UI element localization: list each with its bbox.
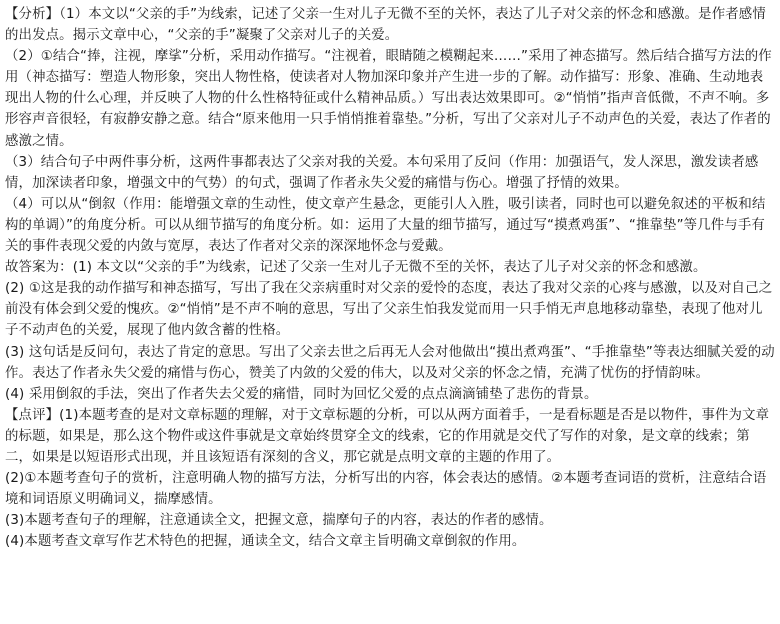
answer-part-2: (2) ①这是我的动作描写和神态描写，写出了我在父亲病重时对父亲的爱怜的态度，表达了我对父亲的心疼与感激，以及对自己之前没有体会到父爱的愧疚。②“悄悄”是不声不响的意思，写出了父亲生怕我发觉而用一只手悄无声息地移动靠垫，表现了他对儿子不动声色的关爱，展现了他内敛含蓄的性格。 xyxy=(5,281,773,339)
analysis-part-4: （4）可以从“倒叙（作用：能增强文章的生动性，使文章产生悬念，更能引人入胜，吸引读者，同时也可以避免叙述的平板和结构的单调）”的角度分析。可以从细节描写的角度分析。如：运用了大量的细节描写，通过写“摸煮鸡蛋”、“推靠垫”等几件与手有关的事件表现父爱的内敛与宽厚，表达了作者对父亲的深深地怀念与爱戴。 xyxy=(5,196,766,255)
comment-part-3: (3)本题考查句子的理解，注意通读全文，把握文意，揣摩句子的内容，表达的作者的感情。 xyxy=(5,513,553,529)
answer-part-3: (3) 这句话是反问句，表达了肯定的意思。写出了父亲去世之后再无人会对他做出“摸出煮鸡蛋”、“手推靠垫”等表达细腻关爱的动作。表达了作者永失父爱的痛惜与伤心，赞美了内敛的父爱的伟大，以及对父亲的怀念之情，充满了忧伤的抒情韵味。 xyxy=(5,344,775,381)
analysis-part-3: （3）结合句子中两件事分析，这两件事都表达了父亲对我的关爱。本句采用了反问（作用：加强语气，发人深思，激发读者感情，加深读者印象，增强文中的气势）的句式，强调了作者永失父爱的痛惜与伤心。增强了抒情的效果。 xyxy=(5,154,759,191)
comment-part-1: 【点评】(1)本题考查的是对文章标题的理解，对于文章标题的分析，可以从两方面着手，一是看标题是否是以物件，事件为文章的标题，如果是，那么这个物件或这件事就是文章始终贯穿全文的线索，它的作用就是交代了写作的对象，是文章的线索；第二，如果是以短语形式出现，并且该短语有深刻的含义，那它就是点明文章的主题的作用了。 xyxy=(5,407,770,465)
comment-part-2: (2)①本题考查句子的赏析，注意明确人物的描写方法，分析写出的内容，体会表达的感情。②本题考查词语的赏析，注意结合语境和词语原义明确词义，揣摩感情。 xyxy=(5,471,767,508)
analysis-part-2: （2）①结合“捧，注视，摩挲”分析，采用动作描写。“注视着，眼睛随之模糊起来……”采用了神态描写。然后结合描写方法的作用（神态描写：塑造人物形象，突出人物性格，使读者对人物加深印象并产生进一步的了解。动作描写：形象、准确、生动地表现出人物的什么心理，并反映了人物的什么性格特征或什么精神品质。）写出表达效果即可。②“悄悄”指声音低微，不声不响。多形容声音很轻，有寂静安静之意。结合“原来他用一只手悄悄推着靠垫。”分析，写出了父亲对儿子不动声色的关爱，表达了作者的感激之情。 xyxy=(5,49,772,149)
analysis-part-1: 【分析】（1）本文以“父亲的手”为线索，记述了父亲一生对儿子无微不至的关怀，表达了儿子对父亲的怀念和感激。是作者感情的出发点。揭示文章中心，“父亲的手”凝聚了父亲对儿子的关爱。 xyxy=(5,7,766,44)
answer-part-1: 故答案为：(1) 本文以“父亲的手”为线索，记述了父亲一生对儿子无微不至的关怀，表达了儿子对父亲的怀念和感激。 xyxy=(5,260,707,276)
answer-part-4: (4) 采用倒叙的手法，突出了作者失去父爱的痛惜，同时为回忆父爱的点点滴滴铺垫了悲伤的背景。 xyxy=(5,386,598,402)
comment-part-4: (4)本题考查文章写作艺术特色的把握，通读全文，结合文章主旨明确文章倒叙的作用。 xyxy=(5,534,526,550)
